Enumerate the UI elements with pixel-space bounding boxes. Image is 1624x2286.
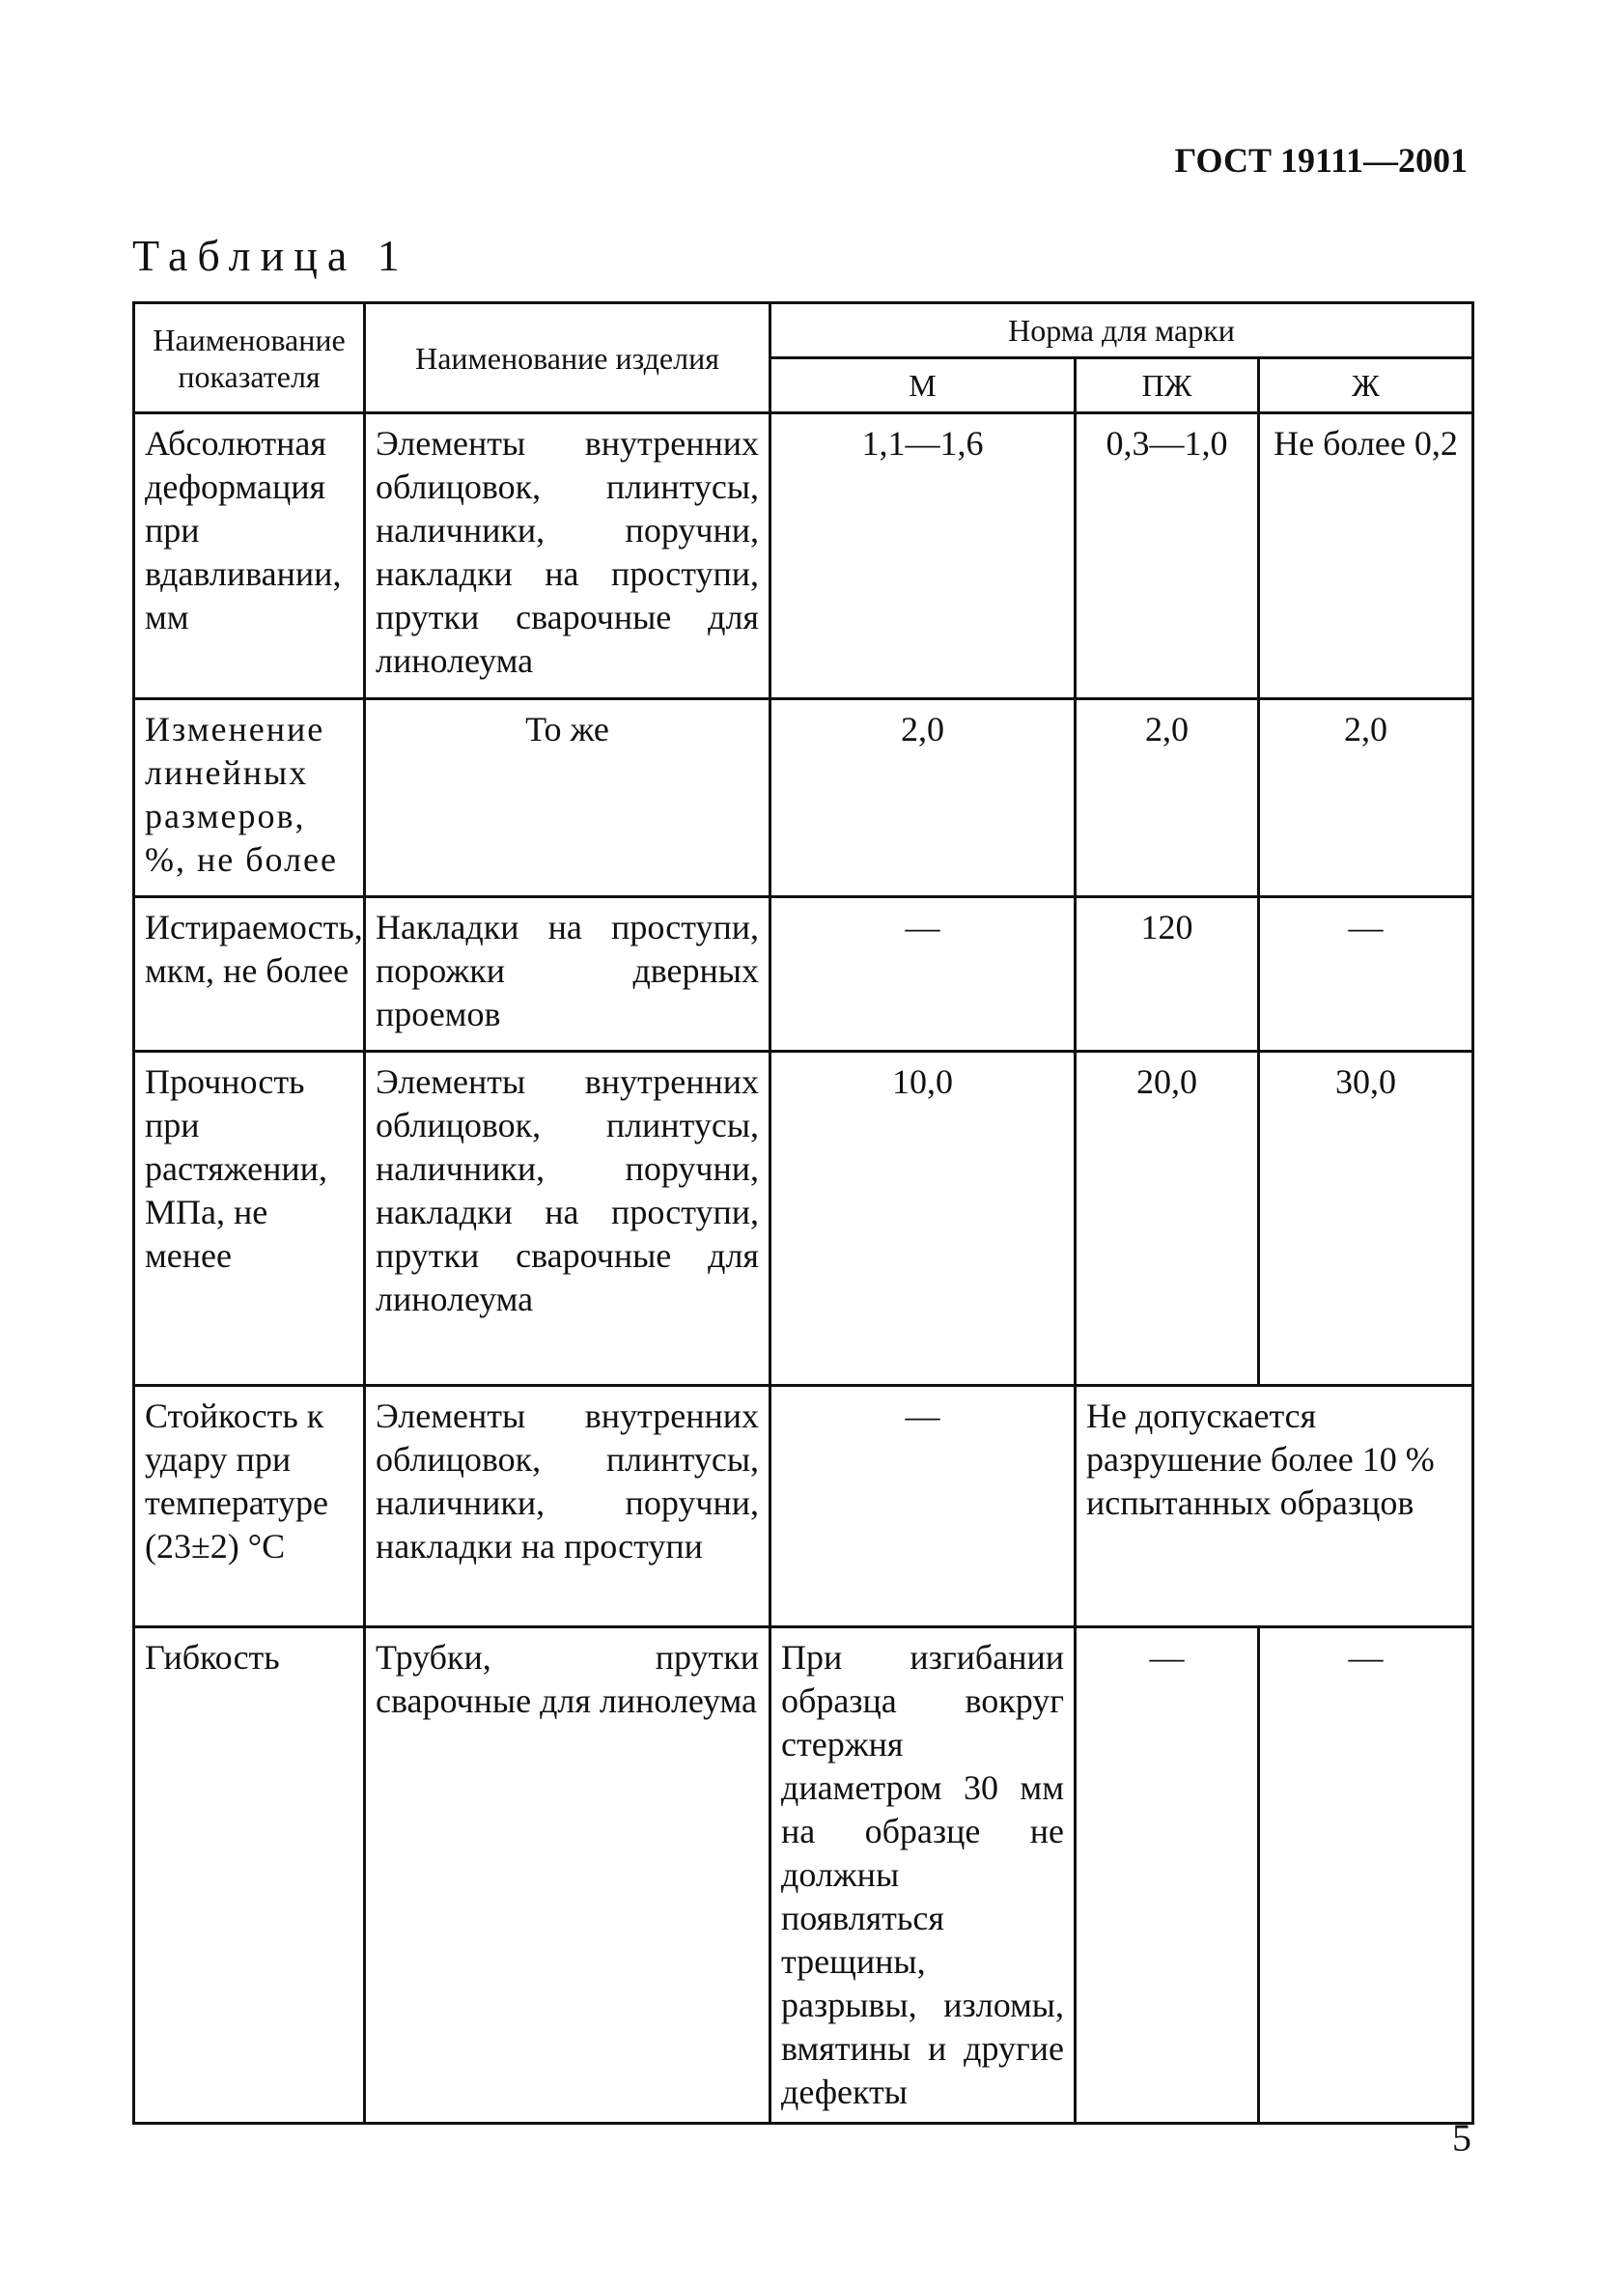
table-row [134,1627,1473,2124]
table-row [134,413,1473,699]
table-header-row [134,303,1473,358]
table-row [134,1386,1473,1627]
cell-indicator: Абсолютная деформация при вдавливании, мм [134,413,365,699]
col-header-grade-pzh: ПЖ [1076,358,1259,413]
cell-grade-zh: 2,0 [1259,699,1473,897]
col-header-indicator: Наименование показателя [134,303,365,413]
cell-product: Трубки, прутки сварочные для линолеума [365,1627,770,2124]
cell-grade-m: — [770,897,1076,1052]
cell-grade-m: При изгибании образца вокруг стержня диаметром 30 мм на образце не должны появляться трещины, разрывы, изломы, вмятины и другие дефекты [770,1627,1076,2124]
cell-product: Элементы внутренних облицовок, плинтусы, наличники, поручни, накладки на проступи, прутки сварочные для линолеума [365,1052,770,1386]
cell-grade-pzh: — [1076,1627,1259,2124]
specification-table [132,301,1474,2125]
col-header-norm: Норма для марки [770,303,1473,358]
col-header-product: Наименование изделия [365,303,770,413]
table-title: Таблица 1 [132,231,409,280]
cell-grade-m: 2,0 [770,699,1076,897]
cell-grade-pzh: 20,0 [1076,1052,1259,1386]
cell-grade-zh: — [1259,1627,1473,2124]
document-code: ГОСТ 19111—2001 [1174,141,1468,180]
page-number: 5 [1452,2116,1471,2159]
cell-grade-m: 10,0 [770,1052,1076,1386]
cell-grade-zh: 30,0 [1259,1052,1473,1386]
cell-indicator: Стойкость к удару при температуре (23±2) °С [134,1386,365,1627]
table-row [134,1052,1473,1386]
cell-grade-zh: — [1259,897,1473,1052]
table-row [134,897,1473,1052]
cell-indicator: Истираемость, мкм, не более [134,897,365,1052]
cell-product: Элементы внутренних облицовок, плинтусы, наличники, поручни, накладки на проступи, прутки сварочные для линолеума [365,413,770,699]
cell-indicator: Гибкость [134,1627,365,2124]
col-header-grade-zh: Ж [1259,358,1473,413]
cell-grade-pzh-zh: Не допускается разрушение более 10 % испытанных образцов [1076,1386,1473,1627]
cell-product: Элементы внутренних облицовок, плинтусы, наличники, поручни, накладки на проступи [365,1386,770,1627]
col-header-grade-m: М [770,358,1076,413]
cell-grade-pzh: 2,0 [1076,699,1259,897]
cell-grade-pzh: 120 [1076,897,1259,1052]
cell-grade-pzh: 0,3—1,0 [1076,413,1259,699]
cell-grade-m: — [770,1386,1076,1627]
cell-product: То же [365,699,770,897]
table-row [134,699,1473,897]
cell-indicator: Прочность при растяжении, МПа, не менее [134,1052,365,1386]
cell-indicator: Изменение линейных размеров, %, не более [134,699,365,897]
cell-grade-zh: Не более 0,2 [1259,413,1473,699]
cell-grade-m: 1,1—1,6 [770,413,1076,699]
cell-product: Накладки на проступи, порожки дверных проемов [365,897,770,1052]
